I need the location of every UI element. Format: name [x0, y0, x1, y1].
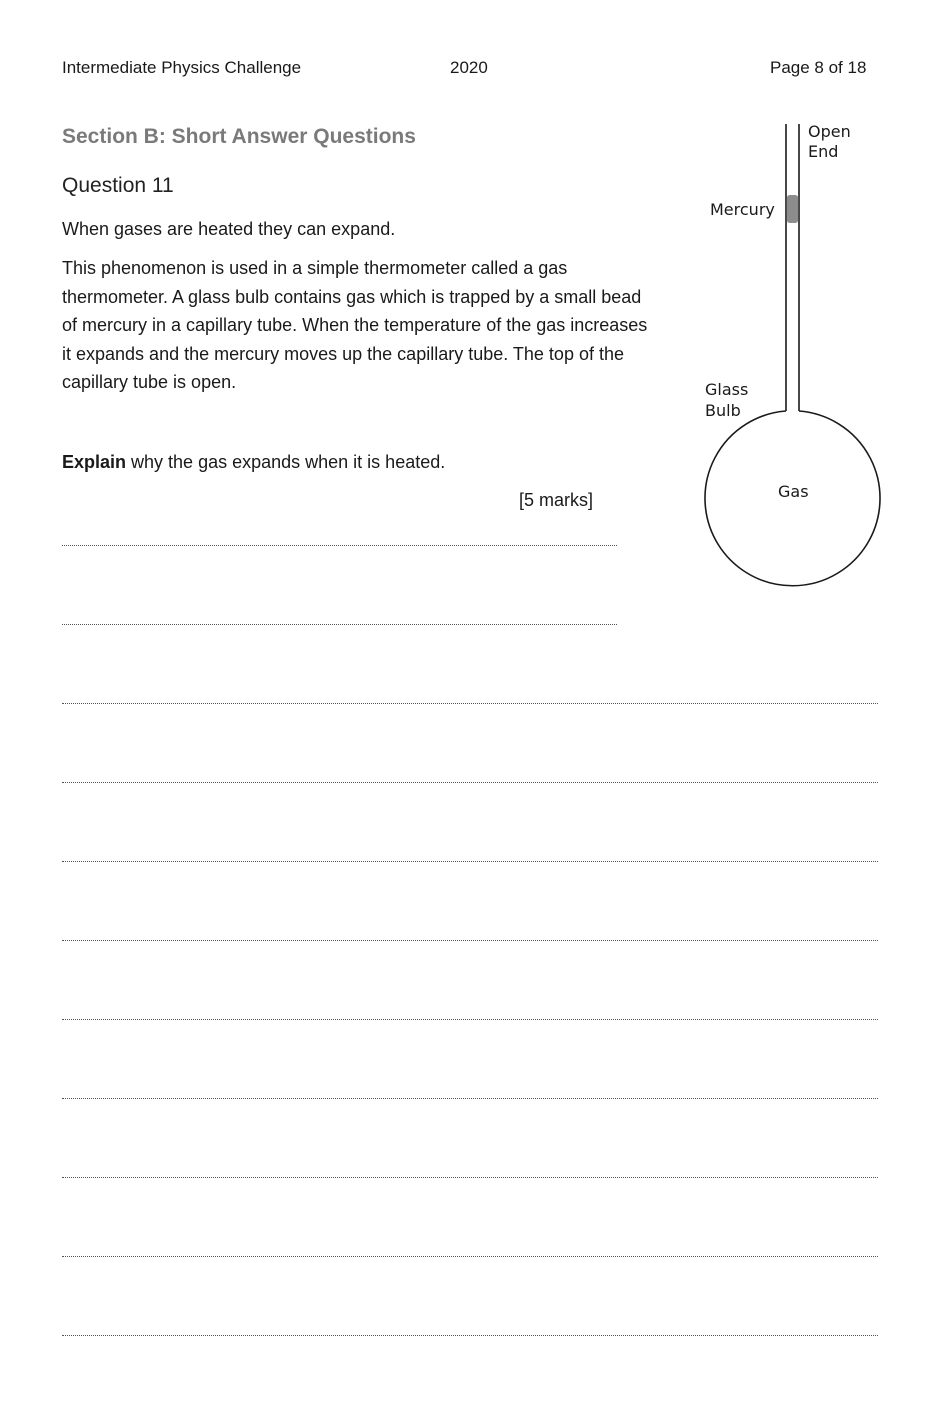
header-page-number: Page 8 of 18	[770, 58, 867, 77]
question-instruction	[62, 448, 652, 477]
question-body: This phenomenon is used in a simple thermometer called a gas thermometer. A glass bulb contains gas which is trapped by a small bead of mercury in a capillary tube. When the temperature of the gas increases it expands and the mercury moves up the capillary tube. The top of the capillary tube is open.	[62, 258, 648, 393]
answer-line[interactable]	[62, 782, 878, 783]
label-mercury: Mercury	[710, 200, 775, 219]
instruction-text: why the gas expands when it is heated.	[126, 452, 446, 472]
question-number: Question 11	[62, 174, 174, 197]
label-gas: Gas	[778, 482, 809, 501]
question-intro: When gases are heated they can expand.	[62, 219, 396, 239]
answer-line[interactable]	[62, 703, 878, 704]
instruction-keyword: Explain	[62, 452, 127, 472]
header-year: 2020	[450, 58, 488, 77]
section-title: Section B: Short Answer Questions	[62, 125, 416, 148]
answer-line[interactable]	[62, 1335, 878, 1336]
label-end: End	[808, 142, 839, 161]
answer-line[interactable]	[62, 1256, 878, 1257]
label-open: Open	[808, 122, 851, 141]
gas-thermometer-diagram	[690, 110, 900, 600]
answer-line[interactable]	[62, 1019, 878, 1020]
answer-line[interactable]	[62, 545, 617, 546]
marks-label: [5 marks]	[519, 490, 594, 510]
answer-line[interactable]	[62, 624, 617, 625]
answer-line[interactable]	[62, 1177, 878, 1178]
header-title: Intermediate Physics Challenge	[62, 58, 302, 77]
label-bulb: Bulb	[705, 401, 741, 420]
label-glass: Glass	[705, 380, 749, 399]
answer-line[interactable]	[62, 861, 878, 862]
mercury-bead	[787, 195, 798, 223]
answer-line[interactable]	[62, 1098, 878, 1099]
answer-line[interactable]	[62, 940, 878, 941]
